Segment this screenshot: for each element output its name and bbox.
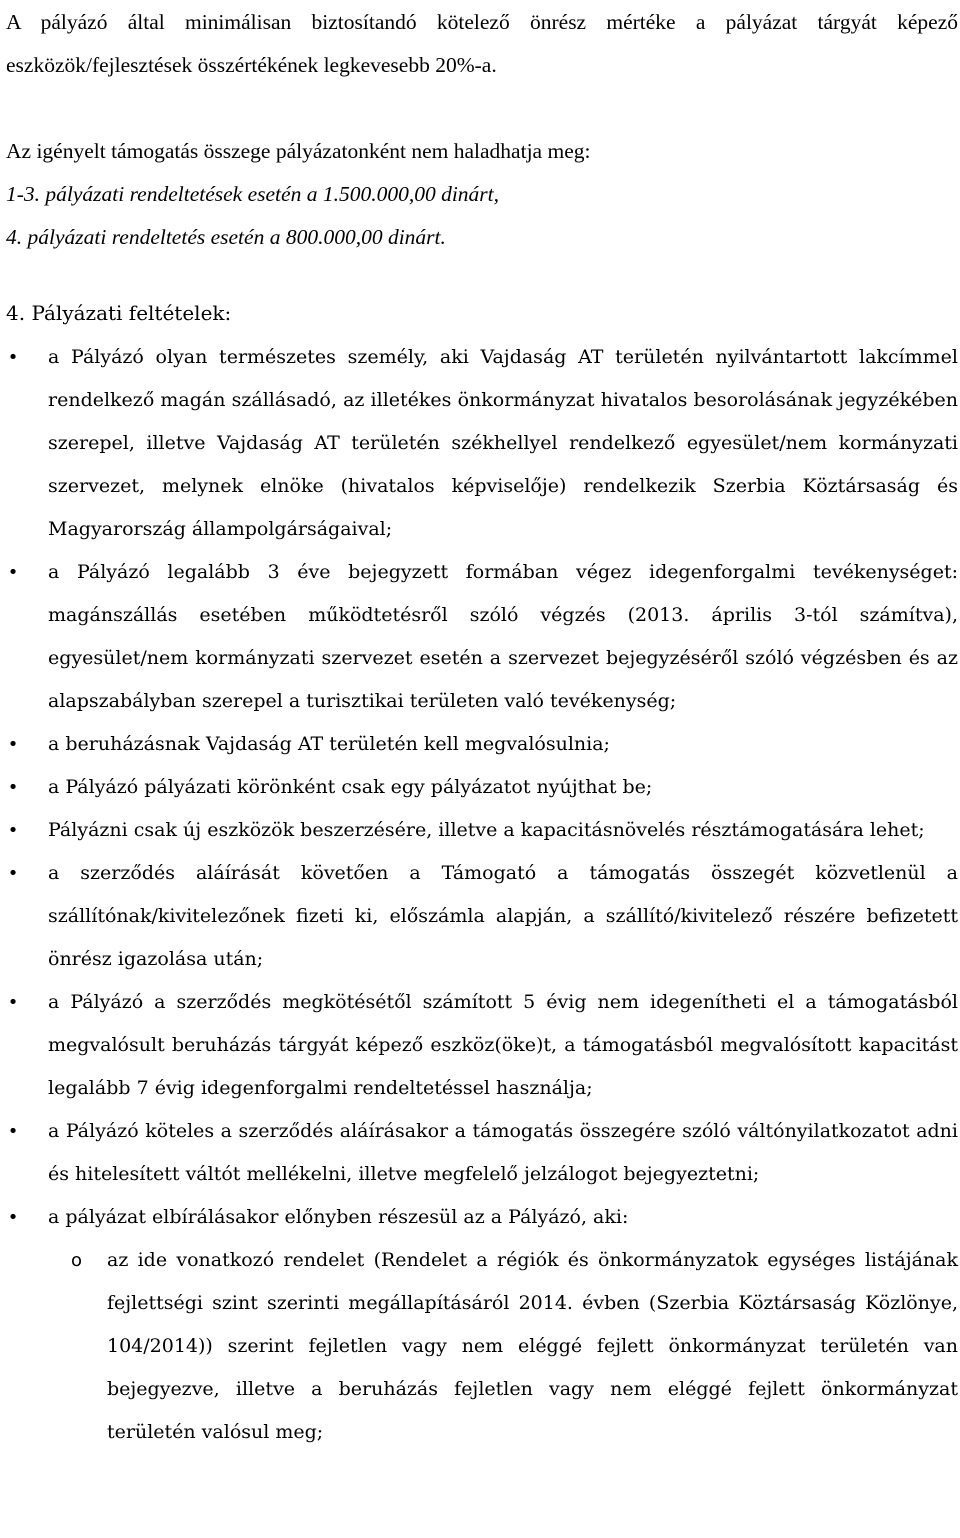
support-limit-line-1: 1-3. pályázati rendeltetések esetén a 1.500.000,00 dinárt, xyxy=(6,182,500,206)
section-heading: 4. Pályázati feltételek: xyxy=(6,301,232,325)
conditions-list xyxy=(0,336,960,1454)
support-limit-intro: Az igényelt támogatás összege pályázatonként nem haladhatja meg: xyxy=(6,139,591,163)
condition-item xyxy=(0,1110,960,1196)
condition-text: Pályázni csak új eszközök beszerzésére, illetve a kapacitásnövelés résztámogatására lehet; xyxy=(48,819,925,841)
preference-sublist xyxy=(48,1239,958,1454)
condition-item xyxy=(0,809,960,852)
condition-item xyxy=(0,723,960,766)
condition-item xyxy=(0,336,960,551)
condition-text: a Pályázó legalább 3 éve bejegyzett formában végez idegenforgalmi tevékenységet: magánszállás esetében működtetésről szóló végzés (2013. április 3-tól számítva), egyesület/nem kormányzati szervezet esetén a szervezet bejegyzéséről szóló végzésben és az alapszabályban szerepel a turisztikai területen való tevékenység; xyxy=(48,561,958,712)
bullet-icon: • xyxy=(7,820,19,841)
condition-text: a Pályázó olyan természetes személy, aki Vajdaság AT területén nyilvántartott lakcímmel rendelkező magán szállásadó, az illetékes önkormányzat hivatalos besorolásának jegyzékében szerepel, illetve Vajdaság AT területén székhellyel rendelkező egyesület/nem kormányzati szervezet, melynek elnöke (hivatalos képviselője) rendelkezik Szerbia Köztársaság és Magyarország állampolgárságaival; xyxy=(48,346,958,540)
bullet-icon: • xyxy=(7,734,19,755)
condition-item xyxy=(0,766,960,809)
bullet-icon: • xyxy=(7,1121,19,1142)
bullet-icon: • xyxy=(7,777,19,798)
circle-bullet-icon: o xyxy=(71,1250,83,1271)
condition-text: a szerződés aláírását követően a Támogató a támogatás összegét közvetlenül a szállítónak/kivitelezőnek fizeti ki, előszámla alapján, a szállító/kivitelező részére befizetett önrész igazolása után; xyxy=(48,862,958,970)
own-contribution-paragraph: A pályázó által minimálisan biztosítandó kötelező önrész mértéke a pályázat tárgyát képező eszközök/fejlesztések összértékének legkevesebb 20%-a. xyxy=(6,10,958,77)
condition-item xyxy=(0,1196,960,1454)
bullet-icon: • xyxy=(7,562,19,583)
bullet-icon: • xyxy=(7,347,19,368)
support-limit-line-2: 4. pályázati rendeltetés esetén a 800.000,00 dinárt. xyxy=(6,225,446,249)
condition-item xyxy=(0,551,960,723)
condition-item xyxy=(0,981,960,1110)
bullet-icon: • xyxy=(7,1207,19,1228)
bullet-icon: • xyxy=(7,992,19,1013)
condition-text: a Pályázó köteles a szerződés aláírásakor a támogatás összegére szóló váltónyilatkozatot adni és hitelesített váltót mellékelni, illetve megfelelő jelzálogot bejegyeztetni; xyxy=(48,1120,958,1185)
bullet-icon: • xyxy=(7,863,19,884)
condition-text: a beruházásnak Vajdaság AT területén kell megvalósulnia; xyxy=(48,733,610,755)
sub-condition-text: az ide vonatkozó rendelet (Rendelet a régiók és önkormányzatok egységes listájának fejlettségi szint szerinti megállapításáról 2014. évben (Szerbia Köztársaság Közlönye, 104/2014)) szerint fejletlen vagy nem eléggé fejlett önkormányzat területén van bejegyezve, illetve a beruházás fejletlen vagy nem eléggé fejlett önkormányzat területén valósul meg; xyxy=(107,1249,958,1443)
condition-text: a Pályázó pályázati körönként csak egy pályázatot nyújthat be; xyxy=(48,776,653,798)
condition-text: a Pályázó a szerződés megkötésétől számított 5 évig nem idegenítheti el a támogatásból megvalósult beruházás tárgyát képező eszköz(öke)t, a támogatásból megvalósított kapacitást legalább 7 évig idegenforgalmi rendeltetéssel használja; xyxy=(48,991,958,1099)
condition-text: pályázat elbírálásakor előnyben részesül az a Pályázó, aki: xyxy=(65,1206,629,1228)
condition-prefix: a xyxy=(48,1206,60,1228)
sub-condition-item xyxy=(48,1239,958,1454)
support-limit-paragraph xyxy=(6,130,958,259)
condition-item xyxy=(0,852,960,981)
